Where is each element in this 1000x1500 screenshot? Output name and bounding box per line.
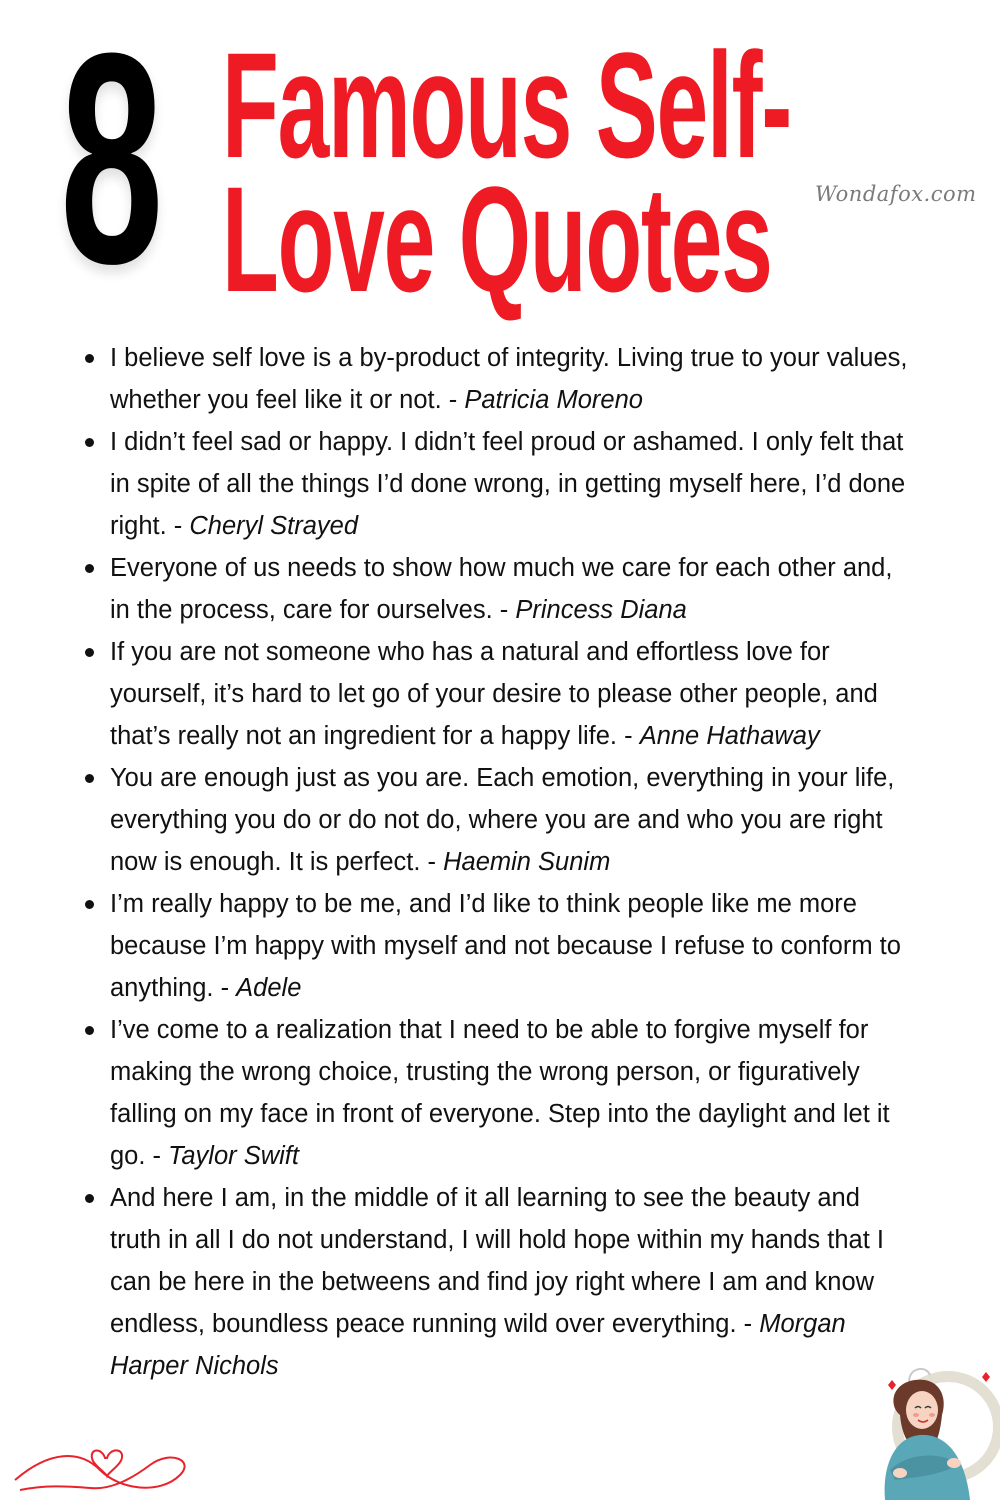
quote-text: I’ve come to a realization that I need to be able to forgive myself for making the wrong choice, trusting the wrong person, or figuratively falling on my face in front of everyone. Step into the daylight and let it go. - (110, 1016, 890, 1170)
quote-author: Morgan Harper Nichols (110, 1310, 846, 1380)
quote-item (82, 547, 912, 631)
quote-author: Patricia Moreno (464, 386, 643, 414)
quote-text: I believe self love is a by-product of integrity. Living true to your values, whether you feel like it or not. - (110, 344, 908, 414)
quote-item (82, 631, 912, 757)
quote-text: I didn’t feel sad or happy. I didn’t feel proud or ashamed. I only felt that in spite of all the things I’d done wrong, in getting myself here, I’d done right. - (110, 428, 906, 540)
page-title (222, 21, 792, 323)
header (0, 0, 1000, 330)
quote-list (82, 337, 912, 1387)
quote-author: Cheryl Strayed (189, 512, 359, 540)
quote-item (82, 883, 912, 1009)
quote-item (82, 337, 912, 421)
quote-item (82, 757, 912, 883)
quote-text: And here I am, in the middle of it all learning to see the beauty and truth in all I do not understand, I will hold hope within my hands that I can be here in the betweens and find joy right where I am and know endless, boundless peace running wild over everything. - (110, 1184, 884, 1338)
watermark: Wondafox.com (815, 182, 977, 206)
quote-count: 8 (60, 0, 164, 326)
quote-item (82, 1009, 912, 1177)
heart-infinity-icon (10, 1430, 190, 1500)
quote-text: I’m really happy to be me, and I’d like to think people like me more because I’m happy with myself and not because I refuse to conform to anything. - (110, 890, 901, 1002)
quote-text: You are enough just as you are. Each emotion, everything in your life, everything you do or do not do, where you are and who you are right now is enough. It is perfect. - (110, 764, 895, 876)
self-hug-illustration (870, 1355, 1000, 1500)
quote-author: Adele (236, 974, 302, 1002)
quote-author: Haemin Sunim (443, 848, 611, 876)
quote-author: Princess Diana (515, 596, 687, 624)
quote-author: Taylor Swift (168, 1142, 299, 1170)
quote-item (82, 421, 912, 547)
quote-author: Anne Hathaway (639, 722, 820, 750)
title-line-1: Famous Self- (222, 21, 792, 189)
quote-item (82, 1177, 912, 1387)
quote-text: Everyone of us needs to show how much we care for each other and, in the process, care for ourselves. - (110, 554, 893, 624)
quote-text: If you are not someone who has a natural and effortless love for yourself, it’s hard to let go of your desire to please other people, and that’s really not an ingredient for a happy life. - (110, 638, 878, 750)
title-line-2: Love Quotes (222, 155, 772, 323)
